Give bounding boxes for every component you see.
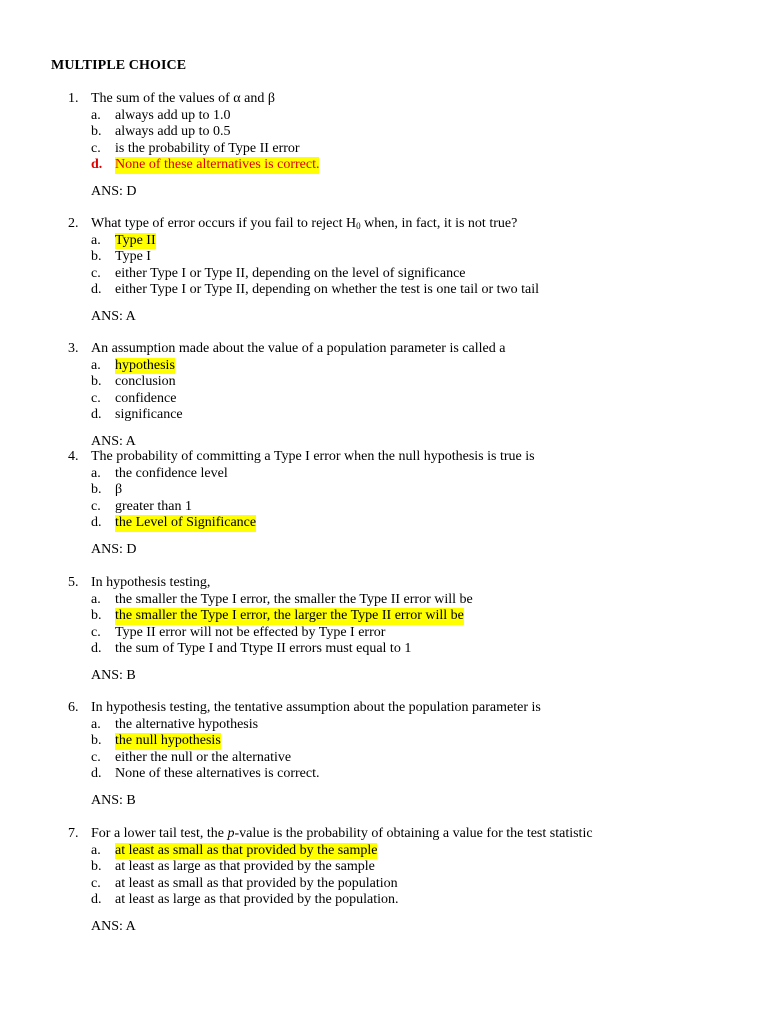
- option-text-highlighted: None of these alternatives is correct.: [115, 157, 320, 172]
- question-text-part: -value is the probability of obtaining a value for the test statistic: [234, 826, 593, 841]
- option-text: either Type I or Type II, depending on whether the test is one tail or two tail: [115, 282, 540, 297]
- option-text-highlighted: the Level of Significance: [115, 515, 257, 530]
- option-c: [0, 499, 768, 516]
- question-number: 3.: [68, 341, 79, 356]
- answer-text: ANS: A: [91, 308, 136, 324]
- option-d: [0, 766, 768, 783]
- answer-text: ANS: A: [91, 918, 136, 934]
- option-d: [0, 282, 768, 299]
- option-a: [0, 466, 768, 483]
- option-letter: d.: [91, 892, 102, 907]
- question-text: [91, 216, 517, 233]
- answer-text: ANS: B: [91, 792, 136, 808]
- answer-line: [0, 668, 768, 685]
- answer-line: [0, 184, 768, 201]
- question-2: [0, 216, 768, 325]
- question-7: [0, 826, 768, 935]
- option-letter: d.: [91, 766, 102, 781]
- answer-line: [0, 542, 768, 559]
- question-text-part: What type of error occurs if you fail to reject H: [91, 216, 357, 231]
- question-number: 7.: [68, 826, 79, 841]
- option-text-highlighted: Type II: [115, 232, 156, 248]
- subscript-zero: 0: [356, 221, 361, 231]
- answer-text: ANS: D: [91, 541, 137, 557]
- option-text-highlighted: the null hypothesis: [115, 733, 221, 748]
- option-text: at least as large as that provided by the population.: [115, 892, 399, 907]
- option-b: [0, 859, 768, 876]
- option-a: [0, 358, 768, 375]
- option-letter: d.: [91, 157, 103, 172]
- answer-line: [0, 793, 768, 810]
- option-text: always add up to 1.0: [115, 107, 231, 123]
- answer-text: ANS: D: [91, 183, 137, 199]
- option-letter: b.: [91, 249, 102, 264]
- option-text: either the null or the alternative: [115, 749, 292, 765]
- question-4: [0, 449, 768, 558]
- option-letter: d.: [91, 282, 102, 297]
- question-text-part: For a lower tail test, the: [91, 826, 228, 841]
- option-text: greater than 1: [115, 498, 192, 514]
- option-letter: d.: [91, 407, 102, 422]
- section-heading: MULTIPLE CHOICE: [51, 58, 187, 73]
- question-text-part: when, in fact, it is not true?: [360, 216, 518, 231]
- option-d: [0, 892, 768, 909]
- option-text: None of these alternatives is correct.: [115, 766, 320, 781]
- option-d: [0, 407, 768, 424]
- option-letter: b.: [91, 124, 102, 139]
- option-b: [0, 608, 768, 625]
- option-text: is the probability of Type II error: [115, 140, 300, 156]
- option-letter: a.: [91, 465, 101, 481]
- option-letter: a.: [91, 591, 101, 607]
- option-c: [0, 750, 768, 767]
- option-letter: a.: [91, 232, 101, 248]
- option-text: conclusion: [115, 374, 176, 389]
- question-text: In hypothesis testing,: [91, 575, 211, 590]
- option-text: β: [115, 482, 123, 497]
- option-text: at least as small as that provided by the population: [115, 875, 398, 891]
- option-letter: a.: [91, 357, 101, 373]
- option-c: [0, 266, 768, 283]
- option-letter: a.: [91, 842, 101, 858]
- option-a: [0, 108, 768, 125]
- question-5: [0, 575, 768, 684]
- option-a: [0, 592, 768, 609]
- question-text: An assumption made about the value of a population parameter is called a: [91, 341, 506, 356]
- option-a: [0, 843, 768, 860]
- question-number: 5.: [68, 575, 79, 590]
- option-a: [0, 717, 768, 734]
- option-text: the confidence level: [115, 465, 228, 481]
- question-1: [0, 91, 768, 200]
- option-text: Type II error will not be effected by Type I error: [115, 624, 386, 640]
- italic-p: p: [227, 826, 235, 841]
- option-text: either Type I or Type II, depending on the level of significance: [115, 265, 466, 281]
- option-b: [0, 733, 768, 750]
- answer-text: ANS: A: [91, 433, 136, 449]
- option-c: [0, 876, 768, 893]
- option-letter: a.: [91, 716, 101, 732]
- option-letter: c.: [91, 390, 101, 406]
- option-letter: c.: [91, 265, 101, 281]
- option-letter: c.: [91, 749, 101, 765]
- option-text: significance: [115, 407, 183, 422]
- question-stem: [0, 449, 768, 466]
- option-text-highlighted: hypothesis: [115, 357, 175, 373]
- option-text: the alternative hypothesis: [115, 716, 259, 732]
- option-letter: b.: [91, 859, 102, 874]
- question-text: The sum of the values of α and β: [91, 91, 275, 106]
- option-letter: d.: [91, 515, 102, 530]
- question-stem: [0, 341, 768, 358]
- option-d: [0, 157, 768, 174]
- question-3: [0, 341, 768, 450]
- option-d: [0, 515, 768, 532]
- option-text: always add up to 0.5: [115, 124, 231, 139]
- option-text: at least as large as that provided by the sample: [115, 859, 375, 874]
- answer-line: [0, 309, 768, 326]
- option-b: [0, 249, 768, 266]
- option-text: the smaller the Type I error, the smaller the Type II error will be: [115, 591, 473, 607]
- option-a: [0, 233, 768, 250]
- answer-text: ANS: B: [91, 667, 136, 683]
- question-number: 6.: [68, 700, 79, 715]
- option-b: [0, 124, 768, 141]
- option-text-highlighted: the smaller the Type I error, the larger the Type II error will be: [115, 608, 464, 623]
- option-letter: d.: [91, 641, 102, 656]
- option-d: [0, 641, 768, 658]
- option-letter: c.: [91, 624, 101, 640]
- answer-line: [0, 919, 768, 936]
- question-number: 2.: [68, 216, 79, 231]
- option-letter: b.: [91, 374, 102, 389]
- question-number: 1.: [68, 91, 79, 106]
- option-letter: b.: [91, 733, 102, 748]
- question-6: [0, 700, 768, 809]
- option-letter: c.: [91, 875, 101, 891]
- option-letter: b.: [91, 608, 102, 623]
- question-stem: [0, 700, 768, 717]
- question-stem: [0, 91, 768, 108]
- option-text: the sum of Type I and Ttype II errors must equal to 1: [115, 641, 412, 656]
- option-letter: c.: [91, 140, 101, 156]
- question-stem: [0, 216, 768, 233]
- question-text: [91, 826, 593, 843]
- answer-line: [0, 434, 768, 451]
- option-text-highlighted: at least as small as that provided by the sample: [115, 842, 378, 858]
- option-b: [0, 482, 768, 499]
- option-b: [0, 374, 768, 391]
- question-stem: [0, 826, 768, 843]
- option-text: confidence: [115, 390, 177, 406]
- question-text: The probability of committing a Type I error when the null hypothesis is true is: [91, 449, 535, 464]
- question-number: 4.: [68, 449, 79, 464]
- option-c: [0, 391, 768, 408]
- question-stem: [0, 575, 768, 592]
- option-c: [0, 141, 768, 158]
- option-letter: b.: [91, 482, 102, 497]
- option-letter: c.: [91, 498, 101, 514]
- option-text: Type I: [115, 249, 151, 264]
- option-c: [0, 625, 768, 642]
- option-letter: a.: [91, 107, 101, 123]
- question-text: In hypothesis testing, the tentative assumption about the population parameter is: [91, 700, 541, 715]
